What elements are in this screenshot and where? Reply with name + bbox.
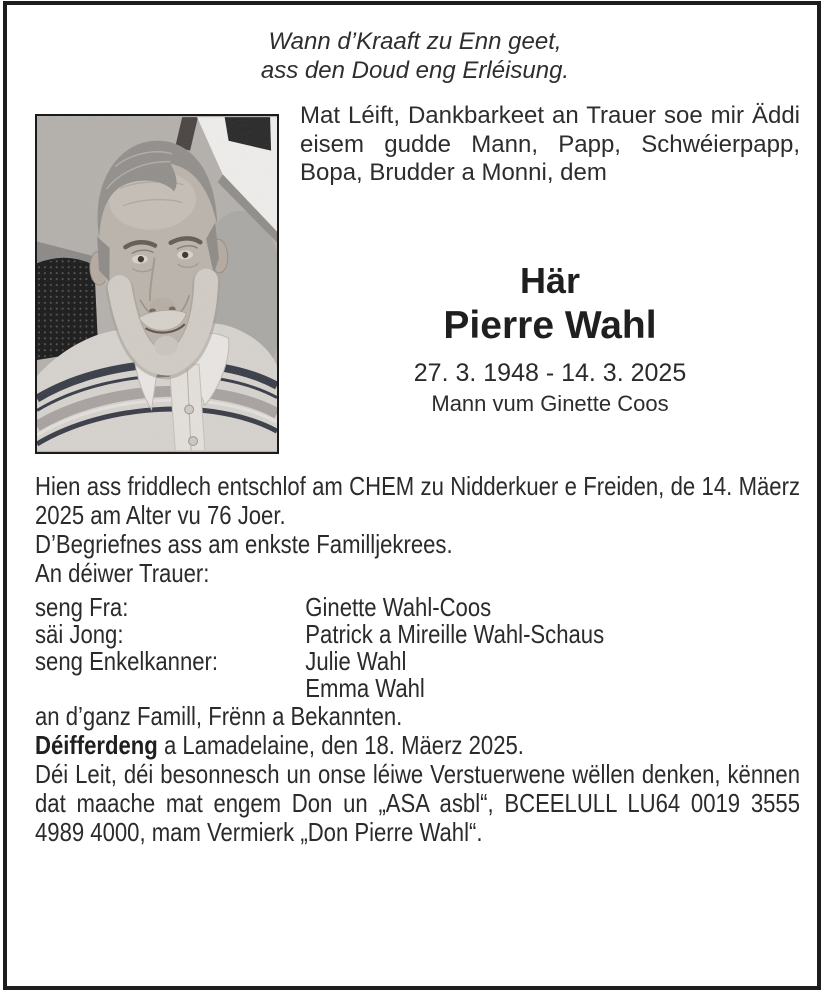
mourning-value: Ginette Wahl-Coos bbox=[305, 592, 492, 622]
mourning-row bbox=[35, 675, 800, 702]
donation-notice: Déi Leit, déi besonnesch un onse léiwe Verstuerwene wëllen denken, kënnen dat maache mat engem Don un „ASA asbl“, BCEELULL LU64 0019 3555 4989 4000, mam Vermierk „Don Pierre Wahl“. bbox=[35, 759, 800, 847]
quote-line-1: Wann d’Kraaft zu Enn geet, bbox=[268, 28, 562, 55]
salutation: Här bbox=[519, 260, 581, 301]
place-name: Déifferdeng bbox=[35, 730, 158, 760]
mourning-value: Emma Wahl bbox=[305, 673, 425, 703]
mourning-table bbox=[35, 594, 800, 702]
mourning-row bbox=[35, 621, 800, 648]
funeral-notice: D’Begriefnes ass am enkste Familljekrees. bbox=[35, 529, 453, 559]
mourning-row bbox=[35, 594, 800, 621]
mourning-label: seng Enkelkanner: bbox=[35, 646, 219, 676]
mourning-label: säi Jong: bbox=[35, 619, 124, 649]
mourning-heading: An déiwer Trauer: bbox=[35, 558, 210, 588]
life-dates: 27. 3. 1948 - 14. 3. 2025 bbox=[413, 359, 687, 387]
death-announcement: Hien ass friddlech entschlof am CHEM zu Nidderkuer e Freiden, de 14. Mäerz 2025 am Alter vu 76 Joer. bbox=[35, 471, 800, 530]
memorial-quote bbox=[0, 27, 830, 85]
spouse-relation: Mann vum Ginette Coos bbox=[431, 391, 669, 416]
portrait-photo bbox=[35, 114, 279, 454]
place-date-rest: a Lamadelaine, den 18. Mäerz 2025. bbox=[157, 730, 524, 760]
family-footer: an d’ganz Famill, Frënn a Bekannten. bbox=[35, 701, 403, 731]
mourning-label bbox=[35, 675, 305, 702]
intro-text: Mat Léift, Dankbarkeet an Trauer soe mir Äddi eisem gudde Mann, Papp, Schwéierpapp, Bopa, Brudder a Monni, dem bbox=[300, 102, 800, 186]
deceased-name: Pierre Wahl bbox=[443, 304, 657, 347]
mourning-value: Julie Wahl bbox=[305, 646, 407, 676]
place-date-line bbox=[35, 731, 800, 760]
mourning-label: seng Fra: bbox=[35, 592, 129, 622]
mourning-value: Patrick a Mireille Wahl-Schaus bbox=[305, 619, 605, 649]
notice-body bbox=[35, 472, 800, 847]
deceased-name-block bbox=[300, 260, 800, 417]
mourning-row bbox=[35, 648, 800, 675]
quote-line-2: ass den Doud eng Erléisung. bbox=[260, 57, 570, 84]
portrait-photo-illustration bbox=[37, 116, 277, 452]
